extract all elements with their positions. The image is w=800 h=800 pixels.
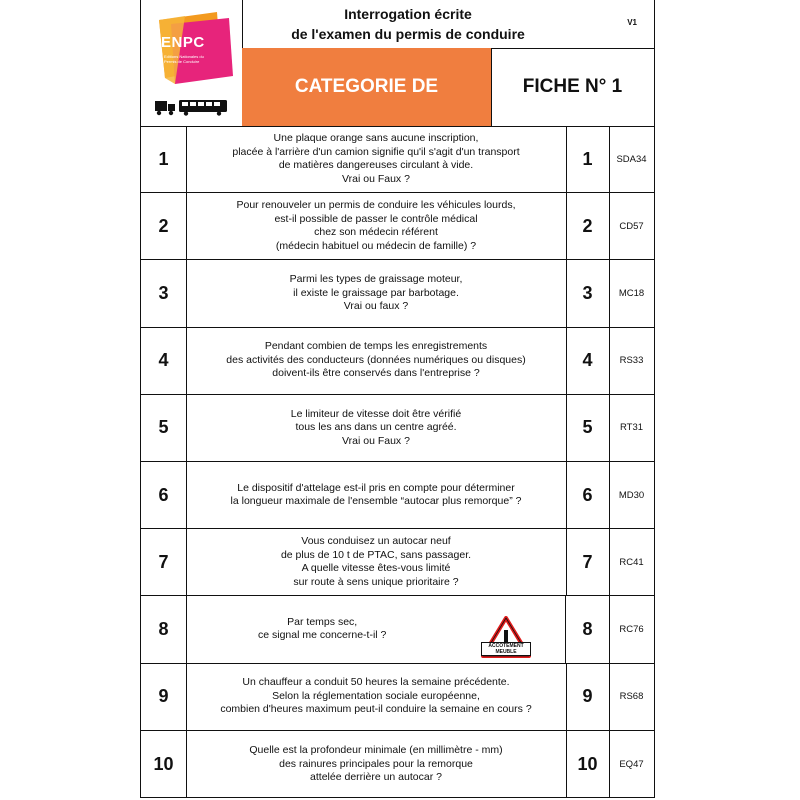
title-cell: [242, 0, 654, 49]
question-number: 4: [141, 328, 187, 394]
answer-number: 6: [566, 462, 610, 528]
sheet-header: [141, 0, 654, 127]
version-label: V1: [627, 18, 637, 27]
question-text: Un chauffeur a conduit 50 heures la semaine précédente. Selon la réglementation sociale européenne, combien d'heures maximum peut-il conduire la semaine en cours ?: [186, 664, 567, 730]
answer-number: 3: [566, 260, 610, 326]
question-row: [141, 462, 654, 529]
answer-number: 7: [566, 529, 610, 595]
question-number: 5: [141, 395, 187, 461]
question-number: 9: [141, 664, 187, 730]
question-code: MD30: [618, 489, 645, 501]
question-text: Quelle est la profondeur minimale (en millimètre - mm) des rainures principales pour la remorque attelée derrière un autocar ?: [186, 731, 567, 798]
question-text: Pendant combien de temps les enregistrements des activités des conducteurs (données numériques ou disques) doivent-ils être conservés dans l'entreprise ?: [186, 328, 567, 394]
logo-subtitle: Editions Nationales du Permis de Conduire: [164, 54, 204, 64]
question-text: Vous conduisez un autocar neuf de plus de 10 t de PTAC, sans passager. A quelle vitesse êtes-vous limité sur route à sens unique prioritaire ?: [186, 529, 567, 595]
question-row: [141, 328, 654, 395]
question-number: 7: [141, 529, 187, 595]
question-row: [141, 193, 654, 260]
question-row: [141, 260, 654, 327]
question-row: [141, 395, 654, 462]
exam-sheet: [140, 0, 655, 798]
question-code: RC41: [619, 556, 644, 568]
question-text-cell: [186, 596, 566, 662]
category-label: CATEGORIE DE: [294, 76, 439, 97]
fiche-number: FICHE N° 1: [522, 76, 623, 97]
question-text: Une plaque orange sans aucune inscription, placée à l'arrière d'un camion signifie qu'il s'agit d'un transport de matières dangereuses circulant à vide. Vrai ou Faux ?: [186, 126, 567, 192]
answer-number: 9: [566, 664, 610, 730]
answer-number: 5: [566, 395, 610, 461]
question-row: [141, 529, 654, 596]
logo-text: ENPC: [161, 34, 205, 51]
question-code: EQ47: [619, 758, 644, 770]
question-number: 6: [141, 462, 187, 528]
question-row: [141, 731, 654, 798]
truck-bus-icon: [155, 98, 229, 116]
question-number: 8: [141, 596, 187, 662]
sign-label: ACCOTEMENT MEUBLE: [481, 642, 531, 656]
answer-number: 10: [566, 731, 610, 798]
road-sign: [481, 602, 531, 658]
question-code: RS68: [619, 691, 644, 703]
title-line-2: de l'examen du permis de conduire: [291, 26, 525, 42]
answer-number: 4: [566, 328, 610, 394]
question-row: [141, 126, 654, 193]
question-text: Le dispositif d'attelage est-il pris en compte pour déterminer la longueur maximale de l'ensemble “autocar plus remorque” ?: [186, 462, 567, 528]
title-line-1: Interrogation écrite: [344, 6, 472, 22]
question-table: [141, 126, 654, 798]
question-text: Pour renouveler un permis de conduire les véhicules lourds, est-il possible de passer le contrôle médical chez son médecin référent (médecin habituel ou médecin de famille) ?: [186, 193, 567, 259]
question-number: 10: [141, 731, 187, 798]
question-code: RC76: [619, 623, 644, 635]
question-code: SDA34: [616, 153, 647, 165]
question-code: RS33: [619, 355, 644, 367]
category-cell: [242, 48, 492, 126]
question-number: 1: [141, 126, 187, 192]
question-number: 3: [141, 260, 187, 326]
question-text: Par temps sec, ce signal me concerne-t-il ?: [258, 615, 387, 642]
question-code: CD57: [619, 220, 644, 232]
question-text: Parmi les types de graissage moteur, il existe le graissage par barbotage. Vrai ou faux ?: [186, 260, 567, 326]
question-code: MC18: [618, 287, 645, 299]
question-number: 2: [141, 193, 187, 259]
question-row: [141, 596, 654, 663]
answer-number: 2: [566, 193, 610, 259]
question-text: Le limiteur de vitesse doit être vérifié tous les ans dans un centre agréé. Vrai ou Faux ?: [186, 395, 567, 461]
fiche-cell: [491, 48, 654, 126]
question-row: [141, 664, 654, 731]
answer-number: 8: [566, 596, 610, 662]
answer-number: 1: [566, 126, 610, 192]
question-code: RT31: [619, 422, 644, 434]
